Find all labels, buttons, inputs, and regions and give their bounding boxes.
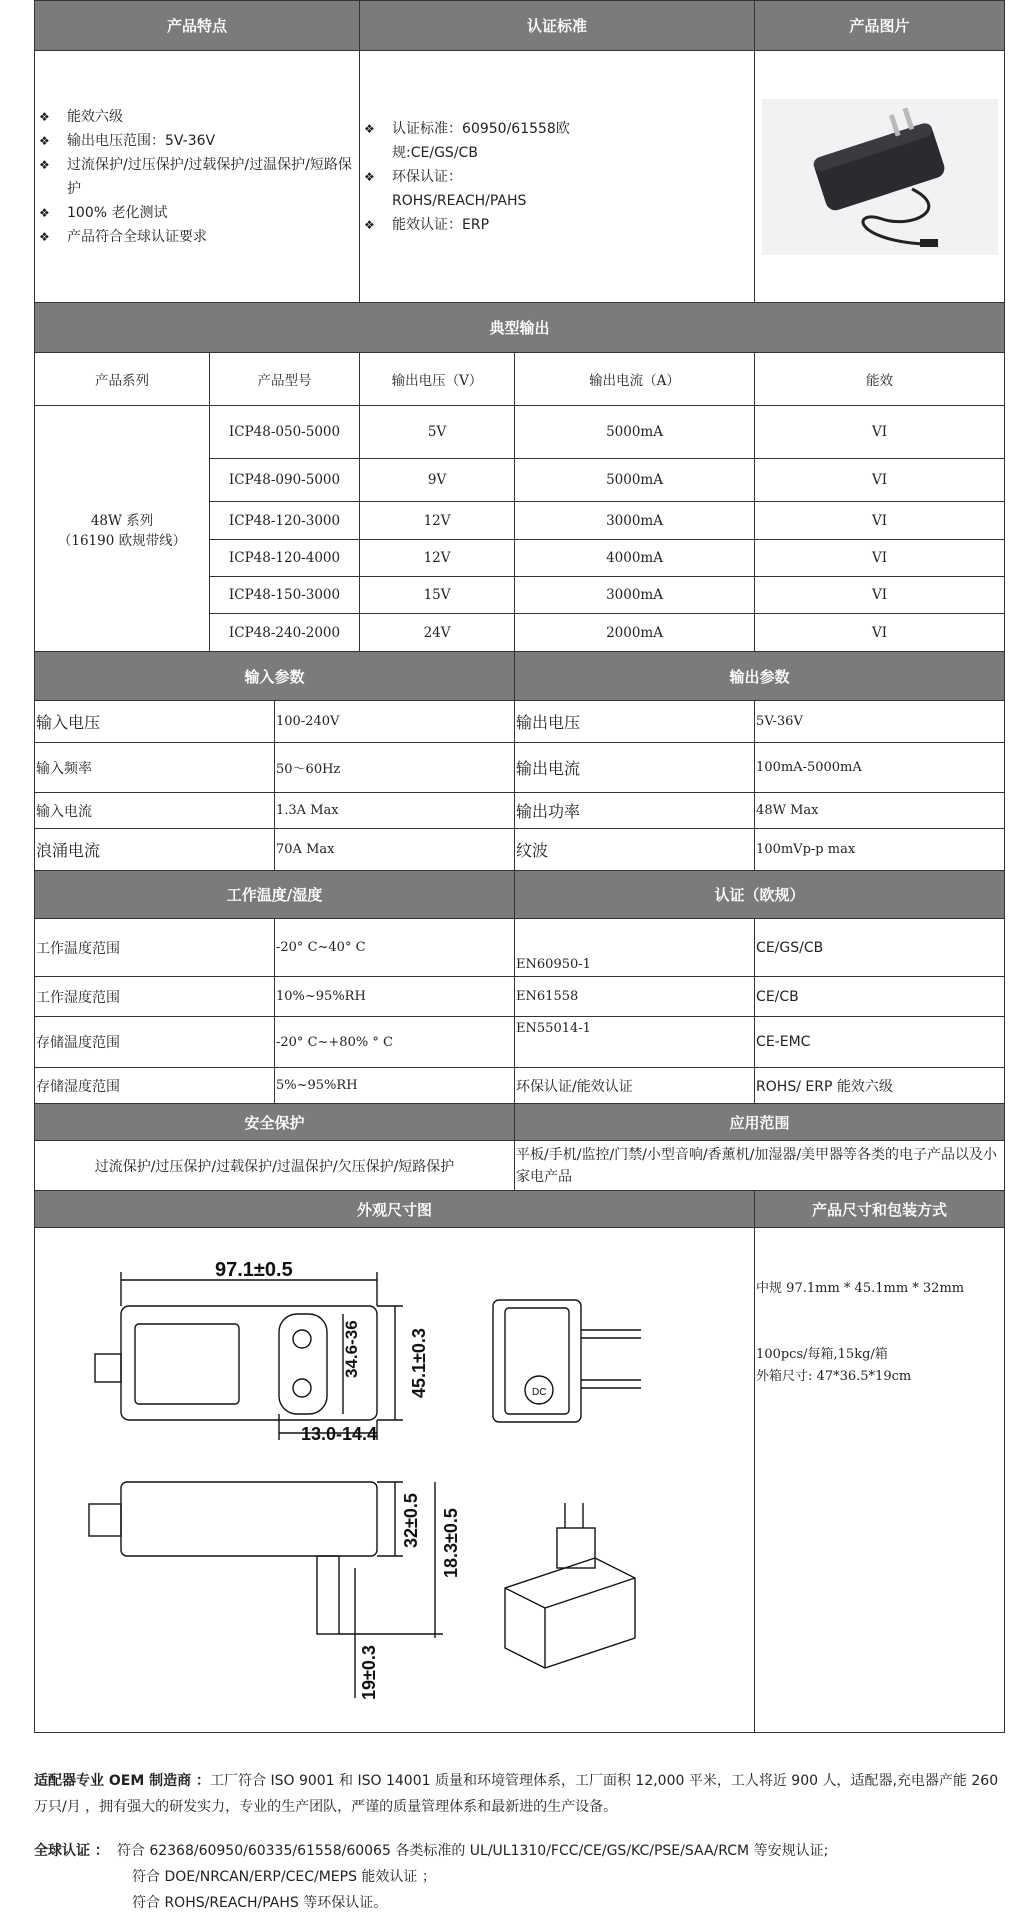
cert-mark: CE-EMC bbox=[755, 1017, 1005, 1068]
param-value: 100mA-5000mA bbox=[755, 743, 1005, 793]
col-model: 产品型号 bbox=[210, 353, 360, 406]
cert-item: ❖ 能效认证：ERP bbox=[364, 213, 584, 237]
cert-mark: CE/CB bbox=[755, 977, 1005, 1017]
feature-item: ❖ 过流保护/过压保护/过载保护/过温保护/短路保护 bbox=[39, 153, 359, 201]
pack-size: 中规 97.1mm * 45.1mm * 32mm bbox=[756, 1281, 965, 1296]
global-label: 全球认证 ： bbox=[34, 1843, 109, 1859]
param-value: 5V-36V bbox=[755, 701, 1005, 743]
param-value: 48W Max bbox=[755, 793, 1005, 829]
cert-mark: ROHS/ ERP 能效六级 bbox=[755, 1068, 1005, 1104]
dims-header: 外观尺寸图 bbox=[35, 1191, 755, 1228]
dc-label: DC bbox=[532, 1387, 547, 1398]
cert-standard: EN61558 bbox=[515, 977, 755, 1017]
env-value: -20° C~+80% ° C bbox=[275, 1017, 515, 1068]
param-value: 100-240V bbox=[275, 701, 515, 743]
param-label: 输入电流 bbox=[35, 793, 275, 829]
param-label: 输入频率 bbox=[35, 743, 275, 793]
oem-label: 适配器专业 OEM 制造商 ： bbox=[34, 1773, 211, 1789]
efficiency-cell: VI bbox=[755, 540, 1005, 577]
adapter-image bbox=[805, 102, 946, 213]
current-cell: 3000mA bbox=[515, 502, 755, 540]
param-label: 输出电压 bbox=[515, 701, 755, 743]
param-label: 纹波 bbox=[515, 829, 755, 871]
dims-drawing-cell bbox=[35, 1228, 755, 1733]
voltage-cell: 15V bbox=[360, 577, 515, 614]
pack-qty: 100pcs/每箱,15kg/箱 bbox=[756, 1347, 888, 1362]
env-value: 5%~95%RH bbox=[275, 1068, 515, 1104]
photo-header: 产品图片 bbox=[755, 1, 1005, 51]
adapter-photo bbox=[762, 99, 998, 255]
series-cell bbox=[35, 406, 210, 652]
features-cell bbox=[35, 51, 360, 303]
cert-cell bbox=[360, 51, 755, 303]
pack-header: 产品尺寸和包装方式 bbox=[755, 1191, 1005, 1228]
cert-standard: EN55014-1 bbox=[515, 1017, 755, 1068]
dim-plug: 18.3±0.5 bbox=[441, 1508, 461, 1578]
voltage-cell: 5V bbox=[360, 406, 515, 459]
series-sub: （16190 欧规带线） bbox=[57, 532, 187, 549]
spec-table bbox=[34, 0, 1005, 1733]
param-label: 输出功率 bbox=[515, 793, 755, 829]
col-series: 产品系列 bbox=[35, 353, 210, 406]
param-label: 输入电压 bbox=[35, 701, 275, 743]
voltage-cell: 12V bbox=[360, 502, 515, 540]
cert-item: ❖ 认证标准：60950/61558欧规:CE/GS/CB bbox=[364, 117, 584, 165]
voltage-cell: 12V bbox=[360, 540, 515, 577]
feature-item: ❖ 产品符合全球认证要求 bbox=[39, 225, 359, 249]
efficiency-cell: VI bbox=[755, 614, 1005, 652]
cert-header: 认证标准 bbox=[360, 1, 755, 51]
voltage-cell: 24V bbox=[360, 614, 515, 652]
dimension-drawing bbox=[35, 1228, 755, 1728]
param-label: 浪涌电流 bbox=[35, 829, 275, 871]
app-text: 平板/手机/监控/门禁/小型音响/香薰机/加湿器/美甲器等各类的电子产品以及小家电产品 bbox=[515, 1141, 1005, 1191]
efficiency-cell: VI bbox=[755, 406, 1005, 459]
global-line-1: 符合 62368/60950/60335/61558/60065 各类标准的 UL/UL1310/FCC/CE/GS/KC/PSE/SAA/RCM 等安规认证; bbox=[116, 1843, 829, 1859]
env-value: 10%~95%RH bbox=[275, 977, 515, 1017]
current-cell: 4000mA bbox=[515, 540, 755, 577]
param-label: 输出电流 bbox=[515, 743, 755, 793]
dim-base: 13.0-14.4 bbox=[301, 1424, 378, 1444]
cert-eu-header: 认证（欧规） bbox=[515, 871, 1005, 919]
feature-item: ❖ 100% 老化测试 bbox=[39, 201, 359, 225]
cert-standard: EN60950-1 bbox=[515, 919, 755, 977]
output-header: 输出参数 bbox=[515, 652, 1005, 701]
efficiency-cell: VI bbox=[755, 459, 1005, 502]
global-line-3: 符合 ROHS/REACH/PAHS 等环保认证。 bbox=[132, 1895, 388, 1911]
protect-header: 安全保护 bbox=[35, 1104, 515, 1141]
dim-length: 97.1±0.5 bbox=[215, 1259, 293, 1281]
env-header: 工作温度/湿度 bbox=[35, 871, 515, 919]
col-current: 输出电流（A） bbox=[515, 353, 755, 406]
model-cell: ICP48-240-2000 bbox=[210, 614, 360, 652]
col-voltage: 输出电压（V） bbox=[360, 353, 515, 406]
oem-paragraph bbox=[34, 1768, 1004, 1820]
param-value: 50～60Hz bbox=[275, 743, 515, 793]
cert-mark: CE/GS/CB bbox=[755, 919, 1005, 977]
model-cell: ICP48-120-3000 bbox=[210, 502, 360, 540]
env-label: 工作湿度范围 bbox=[35, 977, 275, 1017]
protect-text: 过流保护/过压保护/过载保护/过温保护/欠压保护/短路保护 bbox=[35, 1141, 515, 1191]
env-label: 存储湿度范围 bbox=[35, 1068, 275, 1104]
param-value: 70A Max bbox=[275, 829, 515, 871]
global-cert-block bbox=[34, 1838, 1004, 1916]
model-cell: ICP48-090-5000 bbox=[210, 459, 360, 502]
features-header: 产品特点 bbox=[35, 1, 360, 51]
cert-standard: 环保认证/能效认证 bbox=[515, 1068, 755, 1104]
photo-cell bbox=[755, 51, 1005, 303]
pack-cell bbox=[755, 1228, 1005, 1733]
col-efficiency: 能效 bbox=[755, 353, 1005, 406]
feature-item: ❖ 能效六级 bbox=[39, 105, 359, 129]
env-value: -20° C~40° C bbox=[275, 919, 515, 977]
param-value: 100mVp-p max bbox=[755, 829, 1005, 871]
dim-pin: 34.6-36 bbox=[342, 1320, 361, 1378]
param-value: 1.3A Max bbox=[275, 793, 515, 829]
typical-header: 典型输出 bbox=[35, 303, 1005, 353]
model-cell: ICP48-150-3000 bbox=[210, 577, 360, 614]
feature-item: ❖ 输出电压范围：5V-36V bbox=[39, 129, 359, 153]
model-cell: ICP48-050-5000 bbox=[210, 406, 360, 459]
env-label: 工作温度范围 bbox=[35, 919, 275, 977]
cert-item: ❖ 环保认证：ROHS/REACH/PAHS bbox=[364, 165, 584, 213]
pack-carton: 外箱尺寸: 47*36.5*19cm bbox=[756, 1369, 912, 1384]
series-name: 48W 系列 bbox=[90, 512, 154, 529]
dim-pinlen: 19±0.3 bbox=[359, 1645, 379, 1700]
model-cell: ICP48-120-4000 bbox=[210, 540, 360, 577]
oem-text: 工厂符合 ISO 9001 和 ISO 14001 质量和环境管理体系，工厂面积 12,000 平米，工人将近 900 人，适配器,充电器产能 260 万只/月 ，拥有强大的研发实力，专业的生产团队，严谨的质量管理体系和最新进的生产设备。 bbox=[34, 1773, 999, 1815]
current-cell: 5000mA bbox=[515, 406, 755, 459]
current-cell: 5000mA bbox=[515, 459, 755, 502]
env-label: 存储温度范围 bbox=[35, 1017, 275, 1068]
current-cell: 2000mA bbox=[515, 614, 755, 652]
dim-width: 45.1±0.3 bbox=[409, 1328, 429, 1398]
efficiency-cell: VI bbox=[755, 502, 1005, 540]
voltage-cell: 9V bbox=[360, 459, 515, 502]
current-cell: 3000mA bbox=[515, 577, 755, 614]
app-header: 应用范围 bbox=[515, 1104, 1005, 1141]
dim-height: 32±0.5 bbox=[401, 1493, 421, 1548]
input-header: 输入参数 bbox=[35, 652, 515, 701]
efficiency-cell: VI bbox=[755, 577, 1005, 614]
global-line-2: 符合 DOE/NRCAN/ERP/CEC/MEPS 能效认证 ； bbox=[132, 1869, 436, 1885]
